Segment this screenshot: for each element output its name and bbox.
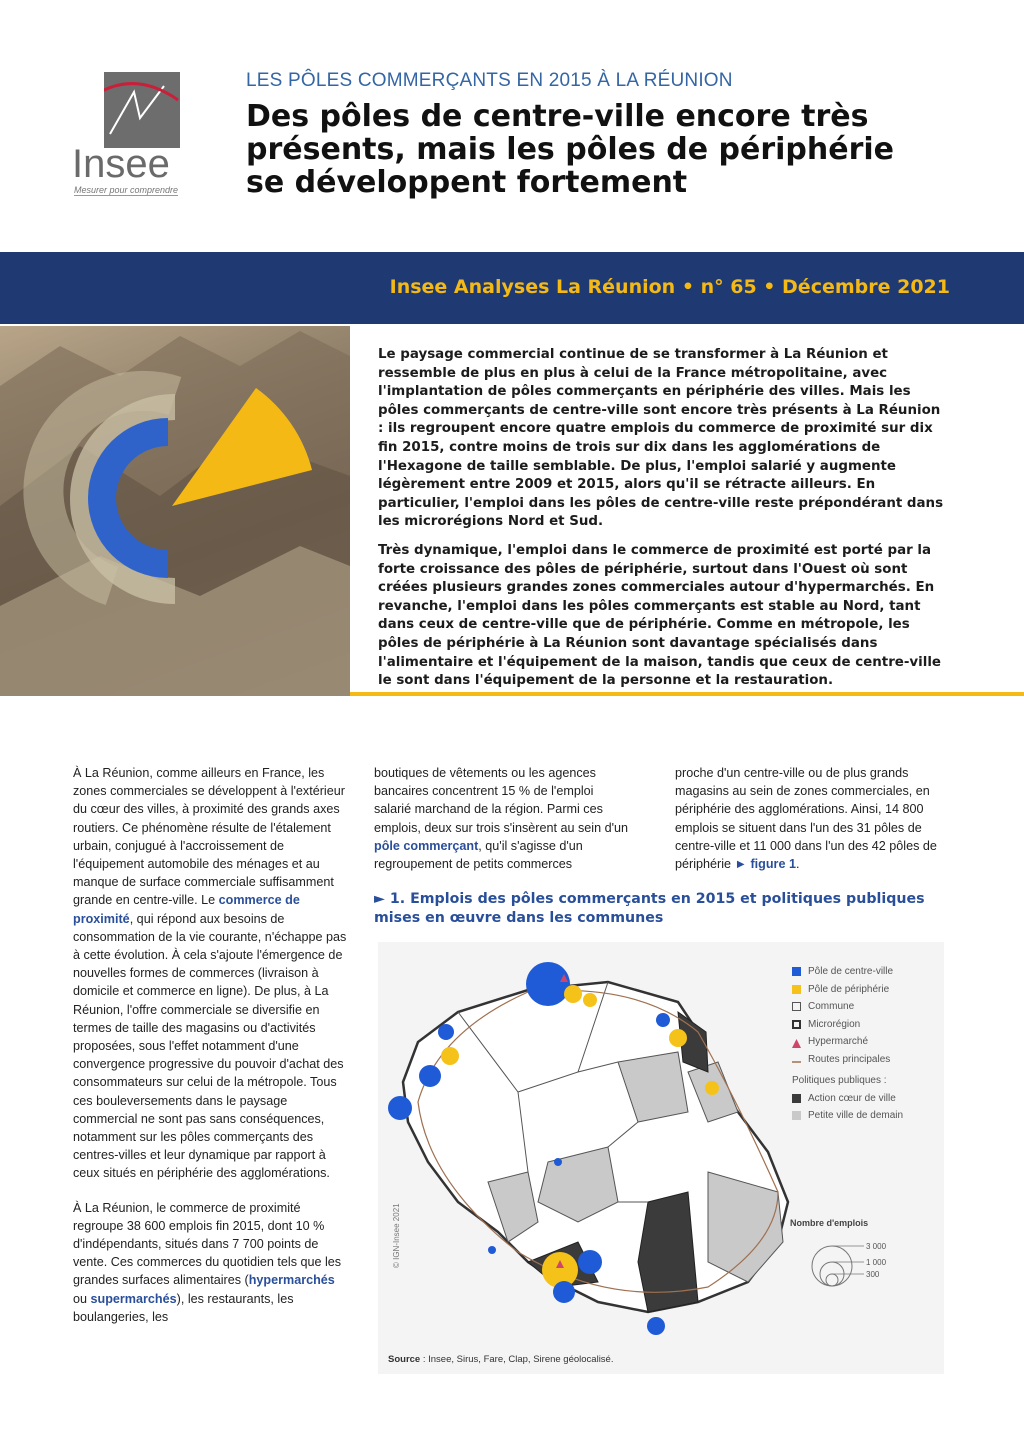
title-line: se développent fortement bbox=[246, 165, 688, 200]
map-bubble-centre-ville bbox=[438, 1024, 454, 1040]
glossary-link-hypermarches[interactable]: hypermarchés bbox=[248, 1273, 335, 1288]
legend-item bbox=[792, 1107, 942, 1125]
map-bubble-peripherie bbox=[441, 1047, 459, 1065]
logo-wordmark: Insee bbox=[72, 142, 170, 186]
legend-label: Hypermarché bbox=[808, 1036, 869, 1047]
road-line-icon bbox=[792, 1055, 801, 1064]
map-bubble-centre-ville bbox=[553, 1281, 575, 1303]
publication-band bbox=[0, 252, 1024, 324]
abstract-paragraph: Très dynamique, l'emploi dans le commerce de proximité est porté par la forte croissance des pôles de périphérie, surtout dans l'Ouest où sont créées plusieurs grandes zones commerciales autour d'hypermarchés. En revanche, l'emploi dans les pôles commerçants est stable au Nord, tant dans ceux de centre-ville que de périphérie. Comme en métropole, les pôles de périphérie à La Réunion sont davantage spécialisés dans l'alimentaire et l'équipement de la maison, tandis que ceux de centre-ville le sont dans l'équipement de la personne et la restauration. bbox=[378, 542, 942, 689]
hypermarche-triangle-icon bbox=[792, 1037, 801, 1046]
peripherie-swatch-icon bbox=[792, 985, 801, 994]
text-run: . bbox=[795, 857, 800, 872]
petite-ville-swatch-icon bbox=[792, 1111, 801, 1120]
map-bubble-centre-ville bbox=[488, 1246, 496, 1254]
page-title bbox=[246, 100, 966, 199]
legend-label: Microrégion bbox=[808, 1018, 861, 1030]
size-value: 3 000 bbox=[866, 1242, 887, 1251]
logo-tagline: Mesurer pour comprendre bbox=[74, 185, 179, 195]
text-run: À La Réunion, comme ailleurs en France, les zones commerciales se développent à l'extérieur du cœur des villes, à proximité des grands axes routiers. Ce phénomène résulte de l'étalement urbain, conjugué à l'accroissement de l'équipement automobile des ménages et au manque de surface commerciale suffisamment grande en centre-ville. Le bbox=[73, 766, 345, 908]
abstract bbox=[378, 346, 948, 701]
policy-area-action-coeur bbox=[638, 1192, 698, 1312]
map-bubble-centre-ville bbox=[647, 1317, 665, 1335]
title-line: Des pôles de centre-ville encore très bbox=[246, 99, 869, 134]
map-bubble-centre-ville bbox=[578, 1250, 602, 1274]
text-run: ), les restaurants, les boulangeries, les bbox=[73, 1291, 294, 1324]
body-column-3 bbox=[675, 764, 940, 889]
body-paragraph bbox=[73, 1199, 351, 1326]
map-copyright: © IGN-Insee 2021 bbox=[392, 1203, 401, 1268]
legend-item bbox=[792, 1016, 942, 1034]
legend-label: Pôle de périphérie bbox=[808, 983, 890, 995]
map-bubble-peripherie bbox=[583, 993, 597, 1007]
size-legend-heading: Nombre d'emplois bbox=[790, 1218, 869, 1228]
map-legend bbox=[792, 963, 942, 1125]
figure-caption: Emplois des pôles commerçants en 2015 et politiques publiques mises en œuvre dans les communes bbox=[374, 891, 925, 926]
legend-policy-heading: Politiques publiques : bbox=[792, 1075, 887, 1086]
map-bubble-peripherie bbox=[705, 1081, 719, 1095]
divider bbox=[350, 692, 1024, 696]
source-text: : Insee, Sirus, Fare, Clap, Sirene géolocalisé. bbox=[420, 1354, 614, 1365]
map-bubble-centre-ville bbox=[554, 1158, 562, 1166]
body-column-1 bbox=[73, 764, 351, 1342]
body-paragraph bbox=[374, 764, 632, 873]
body-paragraph bbox=[73, 764, 351, 1183]
glossary-link-pole-commercant[interactable]: pôle commerçant bbox=[374, 838, 479, 853]
legend-label: Petite ville de demain bbox=[808, 1110, 904, 1121]
figure-source bbox=[388, 1354, 613, 1365]
size-value: 1 000 bbox=[866, 1258, 887, 1267]
text-run: boutiques de vêtements ou les agences bancaires concentrent 15 % de l'emploi salarié marchand de la région. Parmi ces emplois, deux sur trois s'insèrent au sein d'un bbox=[374, 766, 629, 835]
body-column-2 bbox=[374, 764, 632, 889]
body-paragraph bbox=[675, 764, 940, 873]
map-bubble-peripherie bbox=[564, 985, 582, 1003]
legend-item bbox=[792, 1033, 942, 1051]
legend-item bbox=[792, 998, 942, 1016]
action-coeur-swatch-icon bbox=[792, 1094, 801, 1103]
legend-label: Commune bbox=[808, 1001, 855, 1012]
figure-number: ► 1. bbox=[374, 891, 406, 907]
text-run: proche d'un centre-ville ou de plus grands magasins au sein de zones commerciales, en périphérie des agglomérations. Ainsi, 14 800 emplois se situent dans l'un des 31 pôles de centre-ville et 11 000 dans l'un des 42 pôles de périphérie bbox=[675, 766, 937, 872]
logo-square-icon bbox=[104, 72, 180, 148]
hero-image bbox=[0, 326, 350, 696]
legend-label: Pôle de centre-ville bbox=[808, 966, 894, 977]
map-bubble-centre-ville bbox=[526, 962, 570, 1006]
centre-ville-swatch-icon bbox=[792, 967, 801, 976]
size-value: 300 bbox=[866, 1270, 880, 1279]
figure-1-link[interactable]: ► figure 1 bbox=[734, 857, 796, 872]
text-run: , qu'il s'agisse d'un regroupement de petits commerces bbox=[374, 838, 583, 872]
abstract-paragraph: Le paysage commercial continue de se transformer à La Réunion et ressemble de plus en plus à celui de la France métropolitaine, avec l'implantation de pôles commerçants en périphérie des villes. Mais les pôles commerçants de centre-ville sont encore très présents à La Réunion : ils regroupent encore quatre emplois du commerce de proximité sur dix fin 2015, contre moins de trois sur dix dans les agglomérations de l'Hexagone de taille semblable. De plus, l'emploi salarié y augmente légèrement entre 2009 et 2015, alors qu'il se rétracte ailleurs. En particulier, l'emploi dans les pôles de centre-ville reste prépondérant dans les microrégions Nord et Sud. bbox=[378, 347, 944, 530]
commune-swatch-icon bbox=[792, 1002, 801, 1011]
legend-item bbox=[792, 1051, 942, 1069]
insee-logo bbox=[68, 70, 198, 200]
legend-item bbox=[792, 963, 942, 981]
text-run: , qui répond aux besoins de consommation de la vie courante, n'échappe pas à cette évolution. À cela s'ajoute l'émergence de nouvelles formes de commerces (livraison à domicile et commerce en ligne). De plus, à La Réunion, l'offre commerciale se diversifie en termes de taille des magasins ou d'activités proposées, sous l'effet notamment d'une convergence progressive du pouvoir d'achat des consommateurs sur celui de la métropole. Tous ces bouleversements dans le paysage commercial ne sont pas sans conséquences, notamment sur les pôles commerçants des centres-villes et leur dynamique par rapport à ceux situés en périphérie des agglomérations. bbox=[73, 911, 347, 1181]
kicker: LES PÔLES COMMERÇANTS EN 2015 À LA RÉUNION bbox=[246, 70, 733, 91]
size-circles-icon bbox=[790, 1232, 930, 1288]
hero-illustration-icon bbox=[0, 326, 350, 696]
map-bubble-peripherie bbox=[669, 1029, 687, 1047]
map-bubble-centre-ville bbox=[656, 1013, 670, 1027]
glossary-link-commerce-proximite[interactable]: commerce de proximité bbox=[73, 893, 300, 926]
legend-label: Routes principales bbox=[808, 1053, 891, 1065]
microregion-swatch-icon bbox=[792, 1020, 801, 1029]
source-label: Source bbox=[388, 1354, 421, 1365]
legend-label: Action cœur de ville bbox=[808, 1092, 896, 1104]
figure-title bbox=[374, 890, 934, 928]
text-run: À La Réunion, le commerce de proximité regroupe 38 600 emplois fin 2015, dont 10 % d'indépendants, situés dans 7 700 points de vente. Ces commerces du quotidien tels que les grandes surfaces alimentaires ( bbox=[73, 1200, 342, 1288]
publication-info: Insee Analyses La Réunion • n° 65 • Décembre 2021 bbox=[389, 276, 950, 298]
title-line: présents, mais les pôles de périphérie bbox=[246, 132, 895, 167]
text-run: ou bbox=[73, 1291, 91, 1306]
glossary-link-supermarches[interactable]: supermarchés bbox=[90, 1291, 177, 1306]
legend-item bbox=[792, 981, 942, 999]
map-bubble-centre-ville bbox=[388, 1096, 412, 1120]
size-legend bbox=[790, 1218, 930, 1290]
map-bubble-centre-ville bbox=[419, 1065, 441, 1087]
legend-item bbox=[792, 1090, 942, 1108]
